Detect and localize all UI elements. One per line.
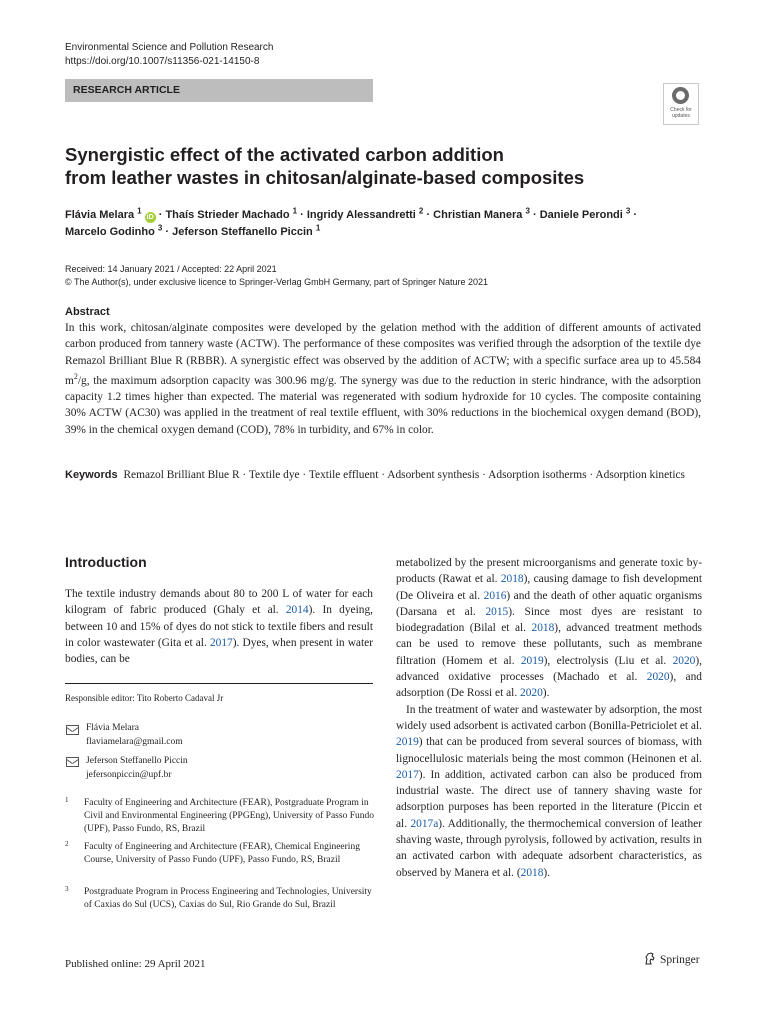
contact-email[interactable]: flaviamelara@gmail.com <box>86 736 183 747</box>
author-name[interactable]: Thaís Strieder Machado <box>165 209 290 221</box>
body-text: ), advanced oxidative processes (Machado et al. <box>396 654 703 684</box>
author-affil-sup: 1 <box>137 206 142 216</box>
contact-name: Jeferson Steffanello Piccin <box>86 756 188 766</box>
body-text: ) that can be produced from several sources of biomass, with lignocellulosic materials being the most common (Heinonen et al. <box>396 736 702 765</box>
author-name[interactable]: Marcelo Godinho <box>65 226 155 238</box>
abstract-body: /g, the maximum adsorption capacity was 300.96 mg/g. The synergy was due to the reduction in steric hindrance, with the adsorption capacity 1.2 times higher than expected. The material was regenerated with sodium hydroxide for 10 cycles. The composite containing 30% ACTW (AC30) was applied in the treatment of real textile effluent, with 30% reductions in the biochemical oxygen demand (BOD), 39% in the chemical oxygen demand (COD), 78% in turbidity, and 67% in color. <box>65 374 701 436</box>
citation-link[interactable]: 2015 <box>485 605 509 618</box>
keywords-list: Remazol Brilliant Blue R · Textile dye · Textile effluent · Adsorbent synthesis · Adsorption isotherms · Adsorption kinetics <box>123 469 685 481</box>
citation-link[interactable]: 2019 <box>396 736 419 749</box>
body-text: ), causing damage to fish development (De Oliveira et al. <box>396 573 702 602</box>
author-affil-sup: 3 <box>157 223 163 233</box>
abstract-heading: Abstract <box>65 306 110 318</box>
check-updates-label-1: Check for <box>670 107 692 113</box>
affiliation-number: 1 <box>65 796 69 804</box>
citation-link[interactable]: 2016 <box>483 589 507 602</box>
author-affil-sup: 1 <box>315 223 321 233</box>
publisher-name: Springer <box>660 954 700 966</box>
author-affil-sup: 2 <box>418 206 424 216</box>
contact-name: Flávia Melara <box>86 723 140 733</box>
citation-link[interactable]: 2018 <box>531 622 555 635</box>
intro-paragraph <box>396 555 702 702</box>
footnote-divider <box>65 683 373 684</box>
check-updates-label-2: updates <box>672 113 690 119</box>
citation-link[interactable]: 2014 <box>285 604 309 617</box>
corresponding-author <box>86 722 183 749</box>
affiliation-text: Faculty of Engineering and Architecture (FEAR), Chemical Engineering Course, University of Passo Fundo (UPF), Passo Fundo, RS, Brazil <box>84 842 360 865</box>
received-accepted-dates: Received: 14 January 2021 / Accepted: 22 April 2021 <box>65 264 277 274</box>
copyright-notice: © The Author(s), under exclusive licence to Springer-Verlag GmbH Germany, part of Springer Nature 2021 <box>65 277 488 287</box>
check-updates-icon <box>672 87 689 104</box>
body-text: ), and adsorption (De Rossi et al. <box>396 671 702 700</box>
body-text: ). In dyeing, between 10 and 15% of dyes do not stick to textile fibers and result in color wastewater (Gita et al. <box>65 604 373 649</box>
responsible-editor: Responsible editor: Tito Roberto Cadaval Jr <box>65 693 224 703</box>
body-text: ), electrolysis (Liu et al. <box>543 654 673 667</box>
abstract-text <box>65 320 701 438</box>
springer-horse-icon <box>644 952 656 965</box>
author-name[interactable]: Christian Manera <box>433 209 523 221</box>
author-name[interactable]: Flávia Melara <box>65 209 135 221</box>
body-text: ). <box>543 866 551 879</box>
intro-left-column <box>65 586 373 667</box>
check-for-updates-badge[interactable] <box>663 83 699 125</box>
author-affil-sup: 3 <box>525 206 530 216</box>
body-text: The textile industry demands about 80 to 200 L of water for each kilogram of fabric produced (Ghaly et al. <box>65 588 373 617</box>
citation-link[interactable]: 2017 <box>396 768 419 781</box>
intro-right-column <box>396 555 702 881</box>
body-text: metabolized by the present microorganisms and generate toxic by-products (Rawat et al. <box>396 557 702 586</box>
body-text: ) and the death of other aquatic organisms (Darsana et al. <box>396 589 703 618</box>
article-title <box>65 143 625 189</box>
author-affil-sup: 3 <box>625 206 631 216</box>
publisher-logo <box>644 952 700 967</box>
citation-link[interactable]: 2018 <box>520 866 544 879</box>
title-line: from leather wastes in chitosan/alginate-based composites <box>65 167 585 188</box>
citation-link[interactable]: 2020 <box>520 687 543 700</box>
abstract-body: In this work, chitosan/alginate composites were developed by the gelation method with the addition of different amounts of activated carbon produced from tannery waste (ACTW). The performance of these composites was verified through the adsorption of the textile dye Remazol Brilliant Blue R (RBBR). A synergistic effect was observed by the addition of ACTW; with a specific surface area up to 45.584 m <box>65 322 701 387</box>
journal-name: Environmental Science and Pollution Research <box>65 42 274 53</box>
orcid-icon[interactable]: iD <box>146 214 154 221</box>
body-text: ). Since most dyes are resistant to biodegradation (Bilal et al. <box>396 605 702 635</box>
author-list: Flávia Melara $^1$ iD · Thaís Strieder Machado $^1$ · Ingridy Alessandretti $^2$ · Christian Manera $^3$ · Daniele Perondi $^3$ · Marcelo Godinho $^3$ · Jeferson Steffanello Piccin $^1$ <box>65 206 638 238</box>
affiliation-text: Faculty of Engineering and Architecture (FEAR), Postgraduate Program in Civil and Environmental Engineering (PPGEng), University of Passo Fundo (UPF), Passo Fundo, RS, Brazil <box>84 798 374 834</box>
citation-link[interactable]: 2019 <box>520 654 544 667</box>
author-affil-sup: 1 <box>292 206 298 216</box>
body-text: ). Additionally, the thermochemical conversion of leather shaving waste, through pyrolysis, followed by activation, results in an activated carbon with adequate adsorbent characteristics, as observed by Manera et al. ( <box>396 817 702 879</box>
affiliation-number: 3 <box>65 885 69 893</box>
citation-link[interactable]: 2020 <box>672 654 696 667</box>
abstract-superscript: 2 <box>73 371 78 381</box>
body-text: In the treatment of water and wastewater by adsorption, the most widely used adsorbent is activated carbon (Bonilla-Petriciolet et al. <box>396 703 702 732</box>
citation-link[interactable]: 2020 <box>646 671 670 684</box>
affiliation-text: Postgraduate Program in Process Engineering and Technologies, University of Caxias do Sul (UCS), Caxias do Sul, Rio Grande do Sul, Brazil <box>84 887 372 910</box>
corresponding-author <box>86 755 188 782</box>
envelope-icon <box>66 757 79 767</box>
title-line: Synergistic effect of the activated carbon addition <box>65 144 504 165</box>
citation-link[interactable]: 2017a <box>410 817 439 830</box>
intro-paragraph <box>396 702 702 881</box>
body-text: ), advanced treatment methods can be used to remove these pollutants, such as membrane filtration (Homem et al. <box>396 622 702 667</box>
body-text: ). Dyes, when present in water bodies, can be <box>65 636 373 666</box>
published-date: Published online: 29 April 2021 <box>65 958 206 970</box>
author-name[interactable]: Ingridy Alessandretti <box>306 209 416 221</box>
author-name[interactable]: Daniele Perondi <box>539 209 623 221</box>
body-text: ). In addition, activated carbon can also be produced from industrial waste. The direct use of tannery shaving waste for adsorption purposes has been reported in the literature (Piccin et al. <box>396 768 702 830</box>
author-name[interactable]: Jeferson Steffanello Piccin <box>172 226 313 238</box>
citation-link[interactable]: 2017 <box>209 636 233 649</box>
affiliation-number: 2 <box>65 840 69 848</box>
keywords <box>65 467 701 483</box>
envelope-icon <box>66 725 79 735</box>
contact-email[interactable]: jefersonpiccin@upf.br <box>86 769 172 780</box>
article-type-banner <box>65 79 373 102</box>
introduction-heading: Introduction <box>65 554 147 570</box>
doi-link[interactable]: https://doi.org/10.1007/s11356-021-14150-8 <box>65 56 260 67</box>
body-text: ). <box>542 687 550 700</box>
keywords-label: Keywords <box>65 469 118 481</box>
citation-link[interactable]: 2018 <box>500 573 524 586</box>
article-type-label: RESEARCH ARTICLE <box>73 84 180 96</box>
